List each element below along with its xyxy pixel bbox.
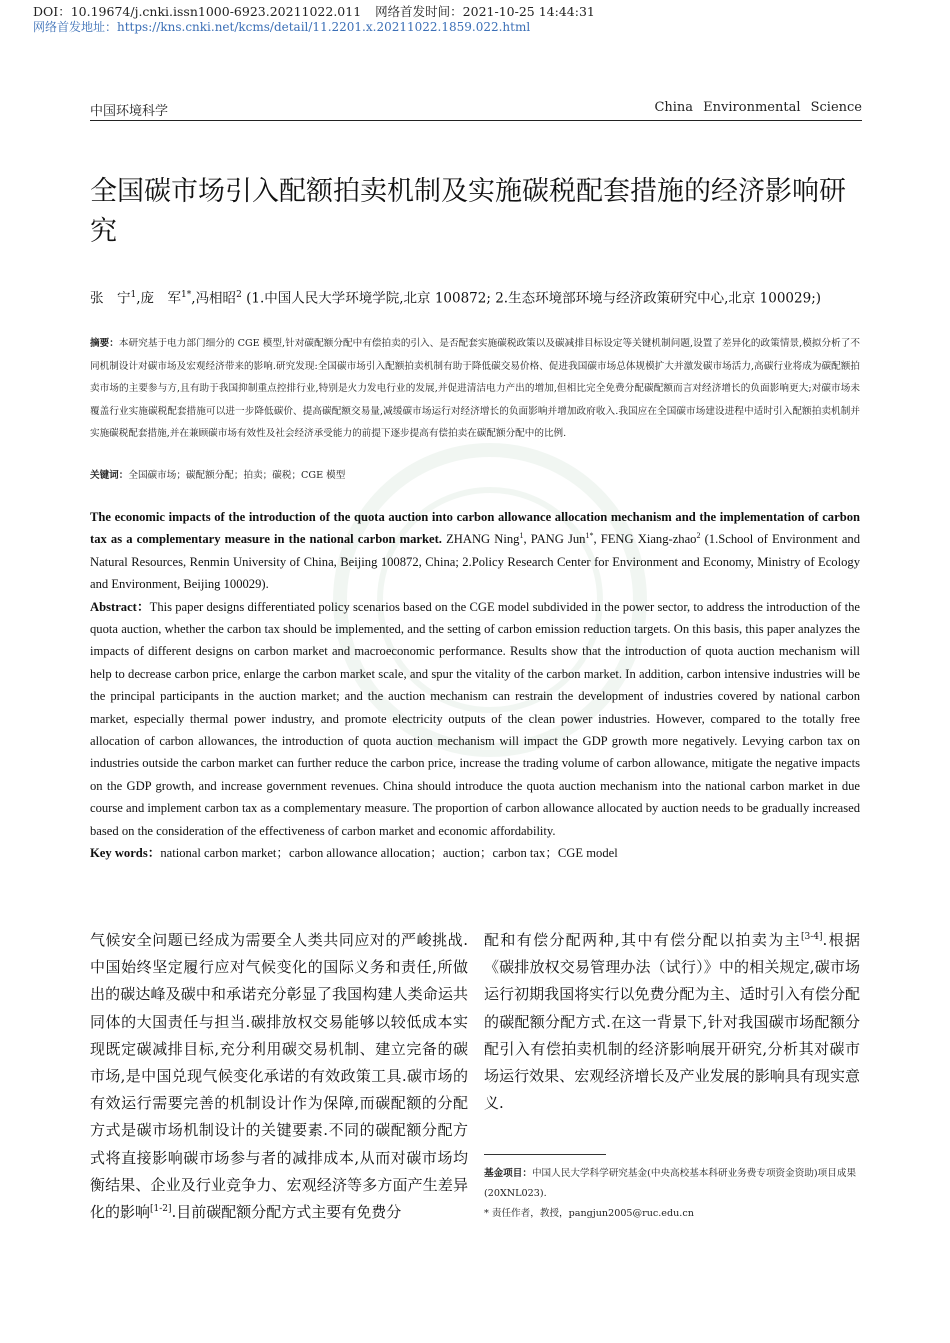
abstract-cn-text: 本研究基于电力部门细分的 CGE 模型,针对碳配额分配中有偿拍卖的引入、是否配套实施碳税政策以及碳减排目标设定等关键机制问题,设置了差异化的政策情景,模拟分析了不同机制设计对碳市场及宏观经济带来的影响.研究发现:全国碳市场引入配额拍卖机制有助于降低碳交易价格、促进我国碳市场总体规模扩大并激发碳市场活力,高碳行业将成为碳配额拍卖市场的主要参与方,且有助于我国抑制重点控排行业,特别是火力发电行业的发展,并促进清洁电力产出的增加,但相比完全免费分配碳配额而言对经济增长的负面影响更大;对碳市场未覆盖行业实施碳税配套措施可以进一步降低碳价、提高碳配额交易量,减缓碳市场运行对经济增长的负面影响并增加政府收入.我国应在全国碳市场建设进程中适时引入配额拍卖机制并实施碳税配套措施,并在兼顾碳市场有效性及社会经济承受能力的前提下逐步提高有偿拍卖在碳配额分配中的比例.	[90, 338, 860, 439]
keywords-en-label: Key words：	[90, 846, 161, 861]
author-en: FENG Xiang-zhao	[600, 532, 697, 547]
body-paragraph-tail: .目前碳配额分配方式主要有免费分	[171, 1203, 402, 1222]
author-en-mark: 1*	[585, 531, 594, 541]
online-first-url[interactable]: 网络首发地址：https://kns.cnki.net/kcms/detail/11.2201.x.20211022.1859.022.html	[33, 20, 531, 34]
doi-line	[33, 4, 595, 19]
keywords-cn	[90, 466, 860, 486]
funding-label: 基金项目：	[484, 1168, 532, 1179]
keywords-en	[90, 842, 860, 864]
keywords-cn-label: 关键词：	[90, 470, 129, 481]
body-paragraph-continued: 配和有偿分配两种,其中有偿分配以拍卖为主	[484, 931, 801, 949]
footnotes	[484, 1164, 862, 1224]
abstract-en-label: Abstract：	[90, 599, 150, 614]
journal-name-cn: 中国环境科学	[90, 104, 169, 119]
author-en-mark: 2	[696, 531, 701, 541]
journal-name-en: China Environmental Science	[654, 100, 862, 115]
author-affiliation-mark: 2	[236, 290, 242, 300]
author-affiliation-mark: 1*	[181, 290, 192, 300]
body-column-left	[90, 927, 468, 1226]
abstract-en-text: This paper designs differentiated policy scenarios based on the CGE model subdivided in the power sector, to address the introduction of the quota auction, whether the carbon tax should be implemented, and the setting of carbon emission reduction targets. On this basis, this paper analyzes the impacts of different designs on carbon market and macroeconomic performance. Results show that the introduction of quota auction mechanism will help to decrease carbon price, enlarge the carbon market scale, and spur the vitality of the carbon market. In addition, carbon intensive industries will be the principal participants in the auction market; and the auction mechanism can restrain the development of industries covered by national carbon market, especially thermal power industry, and promote electricity outputs of the clean power industries. However, compared to the totally free allocation of carbon allowances, the introduction of quota auction mechanism will impact the GDP growth more negatively. Levying carbon tax on industries outside the carbon market can further reduce the carbon price, increase the trading volume of carbon allowance, mitigate the negative impacts on the GDP growth, and increase government revenues. China should introduce the quota auction mechanism into the national carbon market in due course and implement carbon tax as a complementary measure. The proportion of carbon allowance allocated by auction needs to be gradually increased based on the consideration of the effectiveness of carbon market and economic affordability.	[90, 599, 860, 838]
abstract-cn	[90, 333, 860, 446]
author-name: 张 宁	[90, 290, 131, 307]
affiliations-en: (1.School of Environment and Natural Resources, Renmin University of China, Beijing 100872, China; 2.Policy Research Center for Environment and Economy, Ministry of Ecology and Environment, Beijing 100029).	[90, 532, 861, 592]
author-name: 冯相昭	[195, 290, 237, 307]
author-affiliation-mark: 1	[130, 290, 137, 300]
keywords-cn-text: 全国碳市场；碳配额分配；拍卖；碳税；CGE 模型	[128, 470, 346, 481]
author-line: 张 宁$^1$,庞 军$^{1*}$,冯相昭$^2$ (1.中国人民大学环境学院,北京 100872; 2.生态环境部环境与经济政策研究中心,北京 100029;)	[90, 290, 822, 307]
paper-title: 全国碳市场引入配额拍卖机制及实施碳税配套措施的经济影响研究	[90, 176, 846, 247]
body-paragraph: .根据《碳排放权交易管理办法（试行）》中的相关规定,碳市场运行初期我国将实行以免费分配为主、适时引入有偿分配的碳配额分配方式.在这一背景下,针对我国碳市场配额分配引入有偿拍卖机制的经济影响展开研究,分析其对碳市场运行效果、宏观经济增长及产业发展的影响具有现实意义.	[484, 931, 860, 1113]
keywords-en-text: national carbon market；carbon allowance allocation；auction；carbon tax；CGE model	[160, 846, 618, 861]
abstract-en	[90, 596, 860, 842]
body-paragraph: 气候安全问题已经成为需要全人类共同应对的严峻挑战.中国始终坚定履行应对气候变化的国际义务和责任,所做出的碳达峰及碳中和承诺充分彰显了我国构建人类命运共同体的大国责任与担当.碳排放权交易能够以较低成本实现既定碳减排目标,充分利用碳交易机制、建立完备的碳市场,是中国兑现气候变化承诺的有效政策工具.碳市场的有效运行需要完善的机制设计作为保障,而碳配额的分配方式是碳市场机制设计的关键要素.不同的碳配额分配方式将直接影响碳市场参与者的减排成本,从而对碳市场均衡结果、企业及行业竞争力、宏观经济等多方面产生差异化的影响	[90, 931, 468, 1222]
english-title: The economic impacts of the introduction of the quota auction into carbon allowance allocation mechanism and the implementation of carbon tax as a complementary measure in the national carbon market.	[90, 510, 860, 547]
doi: DOI：10.19674/j.cnki.issn1000-6923.20211022.011	[33, 4, 362, 19]
citation[interactable]: [1-2]	[150, 1204, 172, 1215]
corresponding-author-note: * 责任作者，教授，pangjun2005@ruc.edu.cn	[484, 1208, 694, 1219]
running-header	[90, 100, 862, 121]
online-first-time: 网络首发时间：2021-10-25 14:44:31	[375, 4, 595, 19]
english-title-authors: The economic impacts of the introduction of the quota auction into carbon allowance allocation mechanism and the implementation of carbon tax as a complementary measure in the national carbon market. ZHANG Ning$^1$, PANG Jun$^{1*}$, FENG Xiang-zhao$^2$ (1.School of Environment and Natural Resources, Renmin University of China, Beijing 100872, China; 2.Policy Research Center for Environment and Economy, Ministry of Ecology and Environment, Beijing 100029).	[90, 510, 861, 592]
author-en-mark: 1	[519, 531, 524, 541]
footnote-divider	[484, 1154, 606, 1155]
abstract-cn-label: 摘要：	[90, 338, 119, 349]
english-block	[90, 506, 860, 865]
author-name: 庞 军	[140, 290, 182, 307]
funding-text: 中国人民大学科学研究基金(中央高校基本科研业务费专项资金资助)项目成果(20XNL023).	[484, 1168, 857, 1199]
author-en: ZHANG Ning	[446, 532, 520, 547]
funding-note	[484, 1164, 862, 1204]
citation[interactable]: [3-4]	[800, 932, 823, 942]
affiliations-cn: (1.中国人民大学环境学院,北京 100872; 2.生态环境部环境与经济政策研究中心,北京 100029;)	[246, 290, 822, 307]
author-en: PANG Jun	[530, 532, 586, 547]
body-column-right	[484, 927, 860, 1117]
